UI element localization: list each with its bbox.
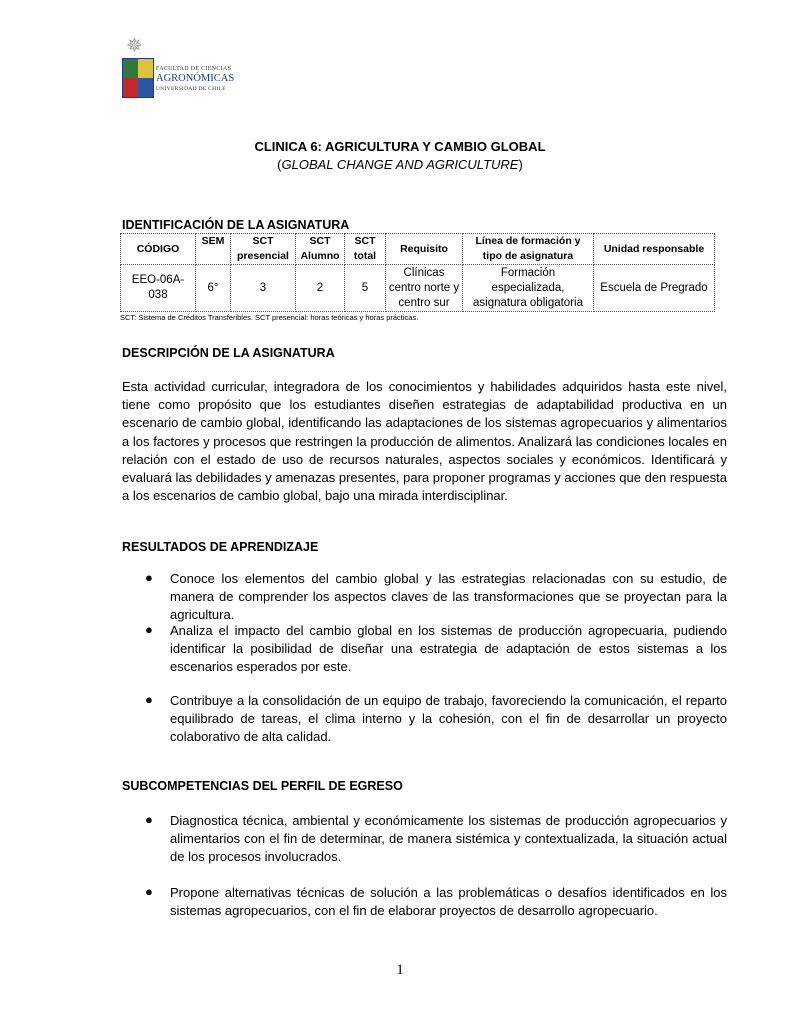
cell-sem: 6°	[196, 265, 231, 312]
header-cell: Línea de formación y tipo de asignatura	[463, 234, 594, 265]
list-item: Contribuye a la consolidación de un equipo de trabajo, favoreciendo la comunicación, el reparto equilibrado de tareas, el clima interno y la cohesión, con el fin de desarrollar un proyecto colaborativo de alta calidad.	[170, 693, 727, 744]
subtitle-text: GLOBAL CHANGE AND AGRICULTURE	[281, 157, 519, 172]
cell-sct-alumno: 2	[296, 265, 345, 312]
cell-unidad: Escuela de Pregrado	[594, 265, 715, 312]
paren-close: )	[518, 157, 523, 172]
identification-table	[120, 233, 715, 312]
header-cell: SCT presencial	[231, 234, 296, 265]
description-text: Esta actividad curricular, integradora de los conocimientos y habilidades adquiridos hasta este nivel, tiene como propósito que los estudiantes diseñen estrategias de adaptabilidad productiva en un escenario de cambio global, identificando las adaptaciones de los sistemas agropecuarios y alimentarios a los factores y procesos que restringen la producción de alimentos. Analizará las condiciones locales en relación con el estado de uso de recursos naturales, aspectos sociales y económicos. Identificará y evaluará las debilidades y amenazas presentes, para proponer programas y acciones que den respuesta a los escenarios de cambio global, bajo una mirada interdisciplinar.	[122, 379, 727, 504]
cell-code: EEO-06A-038	[121, 265, 196, 312]
cell-linea: Formación especializada, asignatura obligatoria	[463, 265, 594, 312]
table-footnote: SCT: Sistema de Créditos Transferibles. SCT presencial: horas teóricas y horas prácticas.	[120, 313, 419, 322]
header-cell: SEM	[196, 234, 231, 265]
identification-heading: IDENTIFICACIÓN DE LA ASIGNATURA	[122, 218, 350, 232]
header-cell: SCT Alumno	[296, 234, 345, 265]
shield-icon	[122, 58, 154, 98]
learning-heading: RESULTADOS DE APRENDIZAJE	[122, 540, 319, 554]
star-emblem-icon: ✵	[126, 35, 143, 57]
description-heading: DESCRIPCIÓN DE LA ASIGNATURA	[122, 346, 335, 360]
table-header-row	[121, 234, 715, 265]
paren-open: (	[277, 157, 282, 172]
logo-line2: AGRONÓMICAS	[156, 73, 235, 84]
header-cell: Requisito	[386, 234, 463, 265]
header-cell: Unidad responsable	[594, 234, 715, 265]
header-cell: SCT total	[345, 234, 386, 265]
document-subtitle	[0, 157, 800, 172]
cell-requisito: Clínicas centro norte y centro sur	[386, 265, 463, 312]
bullet-icon: ●	[145, 884, 153, 899]
list-item: Diagnostica técnica, ambiental y económicamente los sistemas de producción agropecuarios y alimentarios con el fin de determinar, de manera sistémica y contextualizada, la situación actual de los procesos involucrados.	[170, 813, 727, 864]
cell-sct-presencial: 3	[231, 265, 296, 312]
bullet-icon: ●	[145, 692, 153, 707]
list-item: Conoce los elementos del cambio global y las estrategias relacionadas con su estudio, de manera de comprender los aspectos claves de las transformaciones que se proyectan para la agricultura.	[170, 571, 727, 622]
document-title: CLINICA 6: AGRICULTURA Y CAMBIO GLOBAL	[254, 139, 546, 154]
header-cell: CÓDIGO	[121, 234, 196, 265]
subcompetencies-heading: SUBCOMPETENCIAS DEL PERFIL DE EGRESO	[122, 779, 403, 793]
list-item: Analiza el impacto del cambio global en los sistemas de producción agropecuaria, pudiendo identificar la posibilidad de diseñar una estrategia de adaptación de estos sistemas a los escenarios esperados por este.	[170, 623, 727, 674]
logo-line1: FACULTAD DE CIENCIAS	[156, 66, 232, 72]
page-number: 1	[396, 962, 404, 978]
bullet-icon: ●	[145, 570, 153, 585]
bullet-icon: ●	[145, 812, 153, 827]
list-item: Propone alternativas técnicas de solución a las problemáticas o desafíos identificados en los sistemas agropecuarios, con el fin de elaborar proyectos de desarrollo agropecuario.	[170, 885, 727, 918]
logo-line3: UNIVERSIDAD DE CHILE	[156, 86, 226, 92]
faculty-logo	[120, 36, 240, 102]
cell-sct-total: 5	[345, 265, 386, 312]
bullet-icon: ●	[145, 622, 153, 637]
table-row	[121, 265, 715, 312]
